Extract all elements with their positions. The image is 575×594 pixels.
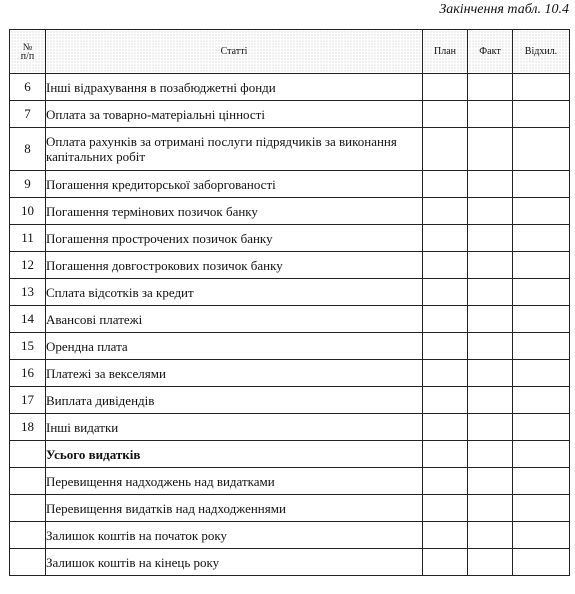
row-item: Залишок коштів на початок року — [46, 522, 423, 549]
fact-cell — [468, 387, 513, 414]
row-number — [10, 522, 46, 549]
row-number: 18 — [10, 414, 46, 441]
row-item: Інші видатки — [46, 414, 423, 441]
fact-cell — [468, 414, 513, 441]
table-row — [10, 306, 570, 333]
deviation-cell — [513, 333, 570, 360]
row-item: Виплата дивідендів — [46, 387, 423, 414]
deviation-cell — [513, 441, 570, 468]
row-item: Оплата за товарно-матеріальні цінності — [46, 101, 423, 128]
row-item: Перевищення видатків над надходженнями — [46, 495, 423, 522]
table-row — [10, 252, 570, 279]
column-header-plan: План — [423, 30, 468, 74]
column-header-fact: Факт — [468, 30, 513, 74]
row-number: 9 — [10, 171, 46, 198]
row-item: Платежі за векселями — [46, 360, 423, 387]
table-row — [10, 198, 570, 225]
table-header-row — [10, 30, 570, 74]
row-item: Авансові платежі — [46, 306, 423, 333]
deviation-cell — [513, 252, 570, 279]
row-item: Орендна плата — [46, 333, 423, 360]
deviation-cell — [513, 414, 570, 441]
fact-cell — [468, 360, 513, 387]
table-row — [10, 360, 570, 387]
table-row — [10, 468, 570, 495]
column-header-number — [10, 30, 46, 74]
table-row — [10, 522, 570, 549]
deviation-cell — [513, 279, 570, 306]
plan-cell — [423, 387, 468, 414]
row-number — [10, 468, 46, 495]
fact-cell — [468, 549, 513, 576]
plan-cell — [423, 414, 468, 441]
plan-cell — [423, 360, 468, 387]
fact-cell — [468, 74, 513, 101]
deviation-cell — [513, 74, 570, 101]
row-number — [10, 549, 46, 576]
plan-cell — [423, 252, 468, 279]
deviation-cell — [513, 522, 570, 549]
table-row — [10, 414, 570, 441]
plan-cell — [423, 225, 468, 252]
row-number: 11 — [10, 225, 46, 252]
row-number — [10, 441, 46, 468]
row-item: Погашення кредиторської заборгованості — [46, 171, 423, 198]
table-row — [10, 333, 570, 360]
plan-cell — [423, 468, 468, 495]
table-row — [10, 74, 570, 101]
column-header-deviation: Відхил. — [513, 30, 570, 74]
fact-cell — [468, 101, 513, 128]
plan-cell — [423, 333, 468, 360]
column-header-number-symbol: № — [22, 41, 33, 53]
deviation-cell — [513, 128, 570, 171]
plan-cell — [423, 279, 468, 306]
row-number: 17 — [10, 387, 46, 414]
row-number: 8 — [10, 128, 46, 171]
deviation-cell — [513, 495, 570, 522]
table-caption: Закінчення табл. 10.4 — [439, 2, 569, 17]
deviation-cell — [513, 468, 570, 495]
row-item: Оплата рахунків за отримані послуги підрядчиків за виконання капітальних робіт — [46, 128, 423, 171]
fact-cell — [468, 333, 513, 360]
fact-cell — [468, 198, 513, 225]
plan-cell — [423, 171, 468, 198]
fact-cell — [468, 441, 513, 468]
fact-cell — [468, 306, 513, 333]
row-number: 10 — [10, 198, 46, 225]
plan-cell — [423, 198, 468, 225]
deviation-cell — [513, 171, 570, 198]
table-row — [10, 171, 570, 198]
plan-cell — [423, 101, 468, 128]
plan-cell — [423, 549, 468, 576]
row-number: 12 — [10, 252, 46, 279]
deviation-cell — [513, 549, 570, 576]
table-row — [10, 441, 570, 468]
row-number: 6 — [10, 74, 46, 101]
row-number: 15 — [10, 333, 46, 360]
row-item: Погашення довгострокових позичок банку — [46, 252, 423, 279]
row-item: Залишок коштів на кінець року — [46, 549, 423, 576]
fact-cell — [468, 468, 513, 495]
table-row — [10, 279, 570, 306]
plan-cell — [423, 128, 468, 171]
row-item: Погашення термінових позичок банку — [46, 198, 423, 225]
row-number: 13 — [10, 279, 46, 306]
table-row — [10, 101, 570, 128]
table-row — [10, 549, 570, 576]
row-item-total: Усього видатків — [46, 441, 423, 468]
plan-cell — [423, 522, 468, 549]
fact-cell — [468, 495, 513, 522]
table-row — [10, 387, 570, 414]
plan-cell — [423, 495, 468, 522]
deviation-cell — [513, 198, 570, 225]
row-item: Перевищення надходжень над видатками — [46, 468, 423, 495]
row-number: 7 — [10, 101, 46, 128]
deviation-cell — [513, 101, 570, 128]
deviation-cell — [513, 306, 570, 333]
column-header-number-abbr: п/п — [20, 50, 35, 62]
deviation-cell — [513, 360, 570, 387]
row-item: Інші відрахування в позабюджетні фонди — [46, 74, 423, 101]
row-number: 16 — [10, 360, 46, 387]
plan-cell — [423, 306, 468, 333]
row-number — [10, 495, 46, 522]
deviation-cell — [513, 225, 570, 252]
column-header-item: Статті — [46, 30, 423, 74]
table-row — [10, 495, 570, 522]
fact-cell — [468, 522, 513, 549]
table-row — [10, 128, 570, 171]
plan-cell — [423, 441, 468, 468]
deviation-cell — [513, 387, 570, 414]
fact-cell — [468, 171, 513, 198]
row-number: 14 — [10, 306, 46, 333]
fact-cell — [468, 279, 513, 306]
fact-cell — [468, 128, 513, 171]
plan-cell — [423, 74, 468, 101]
row-item: Погашення прострочених позичок банку — [46, 225, 423, 252]
table-row — [10, 225, 570, 252]
expenses-table — [9, 29, 570, 576]
fact-cell — [468, 225, 513, 252]
fact-cell — [468, 252, 513, 279]
row-item: Сплата відсотків за кредит — [46, 279, 423, 306]
